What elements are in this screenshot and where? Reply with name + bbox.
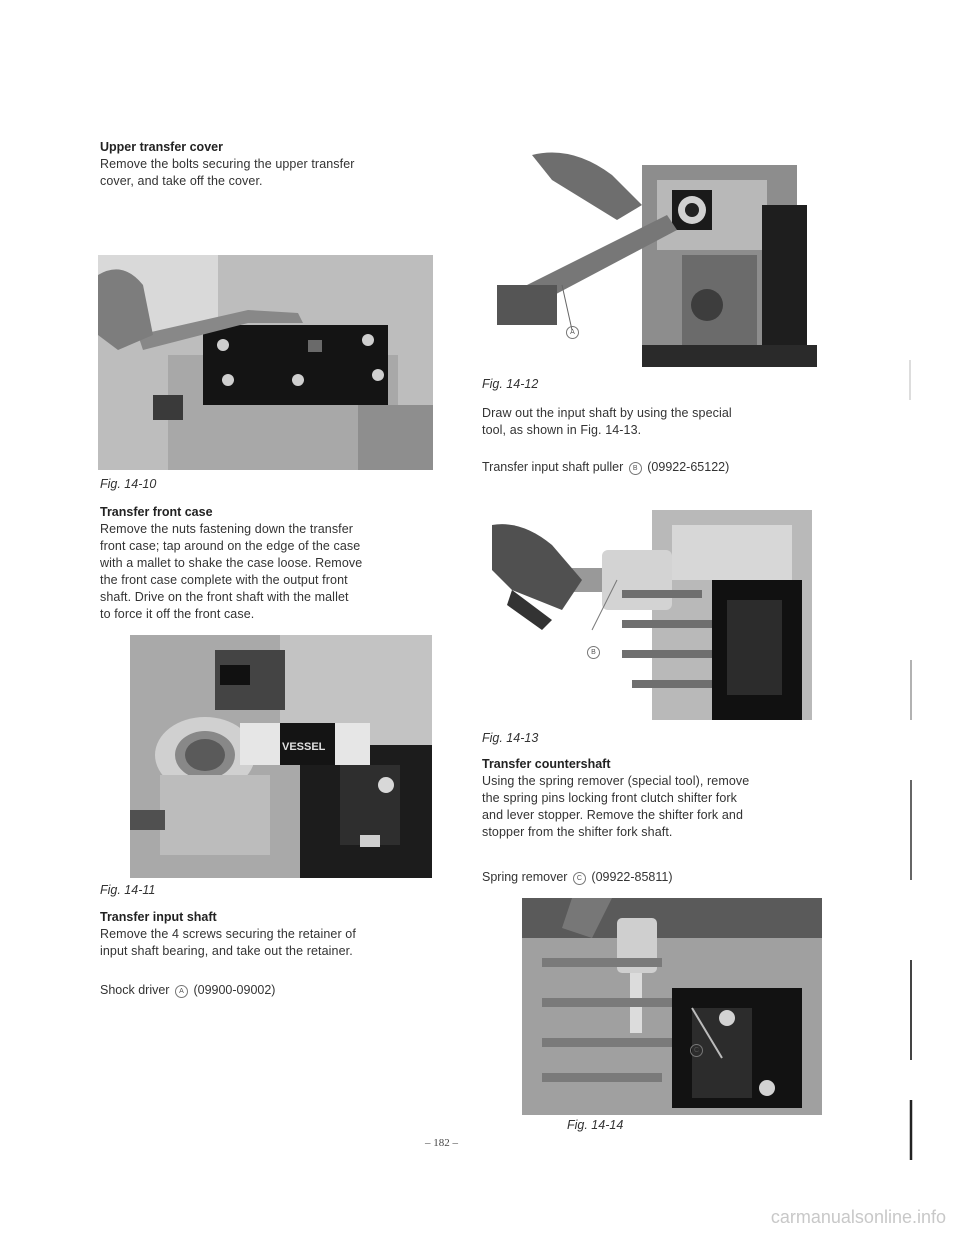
text-line: cover, and take off the cover. [100,174,263,188]
marker-c-fig-14 [688,1040,705,1058]
tool-name: Transfer input shaft puller [482,460,624,474]
photo-fig-14-14 [522,898,822,1115]
marker-a: A [566,326,579,339]
text-line: with a mallet to shake the case loose. Remove [100,556,363,570]
text-line: Remove the bolts securing the upper transfer [100,157,355,171]
text-line: Remove the nuts fastening down the transfer [100,522,354,536]
paragraph-upper-transfer-cover [100,156,435,190]
heading-transfer-countershaft: Transfer countershaft [482,757,611,771]
paragraph-transfer-input-shaft [100,926,435,960]
heading-upper-transfer-cover: Upper transfer cover [100,140,223,154]
tool-mark-a: A [175,985,188,998]
caption-fig-14-10: Fig. 14-10 [100,477,157,491]
photo-front-case-removal [130,635,432,878]
text-line: the spring pins locking front clutch shifter fork [482,791,738,805]
text-line: shaft. Drive on the front shaft with the mallet [100,590,349,604]
text-line: the front case complete with the output front [100,573,348,587]
text-line: Draw out the input shaft by using the special [482,406,732,420]
caption-fig-14-13: Fig. 14-13 [482,731,539,745]
text-line: and lever stopper. Remove the shifter fork and [482,808,743,822]
tool-shock-driver [100,983,275,998]
text-line: input shaft bearing, and take out the retainer. [100,944,353,958]
text-line: front case; tap around on the edge of the case [100,539,361,553]
scan-edge-marks [900,360,920,1180]
marker-c: C [690,1044,703,1057]
marker-b-fig-13 [585,642,602,660]
photo-input-shaft-removal [492,145,817,367]
photo-fig-14-13 [492,500,817,720]
text-line: stopper from the shifter fork shaft. [482,825,673,839]
photo-input-shaft-puller [492,500,817,720]
photo-fig-14-12 [492,145,817,367]
paragraph-transfer-countershaft [482,773,827,841]
text-line: tool, as shown in Fig. 14-13. [482,423,642,437]
tool-code: (09922-65122) [647,460,730,474]
photo-fig-14-11 [130,635,432,878]
caption-fig-14-12: Fig. 14-12 [482,377,539,391]
marker-a-fig-12 [564,322,581,340]
photo-spring-remover [522,898,822,1115]
caption-fig-14-11: Fig. 14-11 [100,883,156,897]
photo-fig-14-10 [98,255,433,470]
tool-label-text: VESSEL [282,741,326,753]
heading-transfer-front-case: Transfer front case [100,505,213,519]
text-line: Using the spring remover (special tool), remove [482,774,750,788]
text-line: to force it off the front case. [100,607,255,621]
watermark: carmanualsonline.info [770,1207,946,1227]
tool-code: (09922-85811) [591,870,673,884]
page-number: – 182 – [425,1137,458,1149]
tool-spring-remover [482,870,673,885]
marker-b: B [587,646,600,659]
paragraph-transfer-front-case [100,521,435,623]
tool-name: Spring remover [482,870,568,884]
tool-mark-c: C [573,872,586,885]
caption-fig-14-14: Fig. 14-14 [567,1118,624,1132]
paragraph-draw-out-input-shaft [482,405,827,439]
tool-input-shaft-puller [482,460,729,475]
tool-name: Shock driver [100,983,170,997]
heading-transfer-input-shaft: Transfer input shaft [100,910,217,924]
text-line: Remove the 4 screws securing the retainer of [100,927,356,941]
photo-upper-cover-removal [98,255,433,470]
tool-mark-b: B [629,462,642,475]
tool-code: (09900-09002) [193,983,276,997]
